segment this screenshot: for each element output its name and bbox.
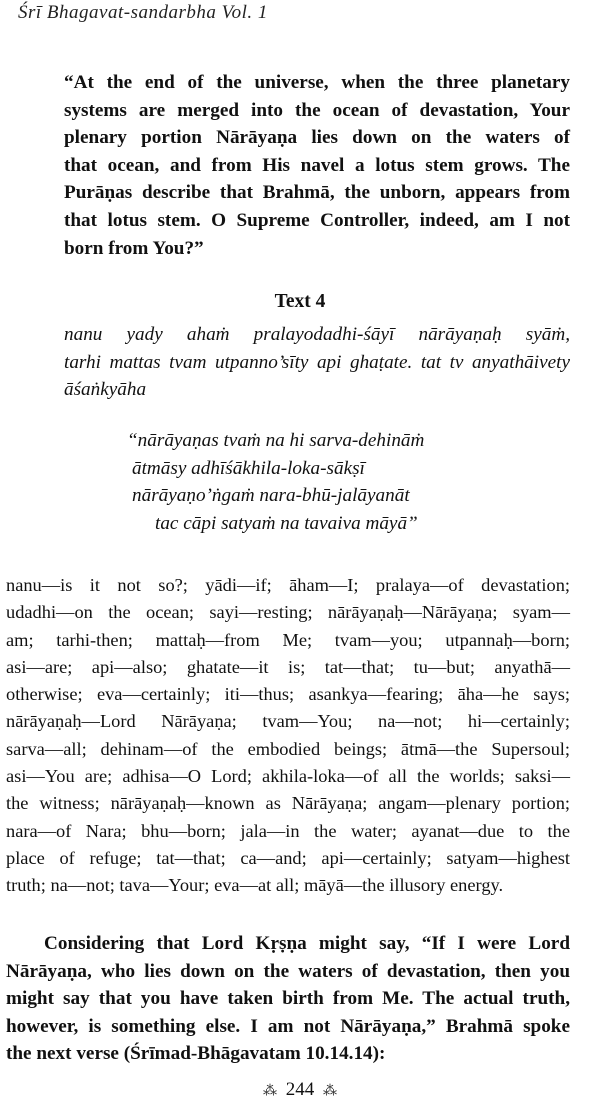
verse-block [0,427,600,537]
synonym-line: asi—You are; adhisa—O Lord; akhila-loka—of all the worlds; saksi— [6,766,570,787]
paragraph-line: that lotus stem. O Supreme Controller, indeed, am I not [64,209,570,231]
synonym-line: otherwise; eva—certainly; iti—thus; asankya—fearing; āha—he says; [6,684,570,705]
paragraph-line: might say that you have taken birth from Me. The actual truth, [6,988,570,1010]
paragraph-line: however, is something else. I am not Nārāyaṇa,” Brahmā spoke [6,1015,570,1037]
synonym-line: udadhi—on the ocean; sayi—resting; nārāyaṇaḥ—Nārāyaṇa; syam— [6,602,570,623]
ornament-left-icon: ⁂ [263,1084,277,1099]
sanskrit-line: āśaṅkyāha [64,379,147,400]
paragraph-line: Nārāyaṇa, who lies down on the waters of devastation, then you [6,960,570,982]
synonym-line: the witness; nārāyaṇaḥ—known as Nārāyaṇa; angam—plenary portion; [6,793,570,814]
commentary-paragraph [6,930,570,1068]
synonym-line: place of refuge; tat—that; ca—and; api—certainly; satyam—highest [6,847,570,868]
sanskrit-line: tarhi mattas tvam utpanno’sīty api ghaṭate. tat tv anyathāivety [64,351,570,373]
running-head: Śrī Bhagavat-sandarbha Vol. 1 [18,2,268,23]
paragraph-line: “At the end of the universe, when the three planetary [64,72,570,93]
verse-line: nārāyaṇo’ṅgaṁ nara-bhū-jalāyanāt [132,485,410,506]
paragraph-line: Purāṇas describe that Brahmā, the unborn, appears from [64,182,570,204]
synonym-line: asi—are; api—also; ghatate—it is; tat—that; tu—but; anyathā— [6,656,570,677]
synonym-line: sarva—all; dehinam—of the embodied beings; ātmā—the Supersoul; [6,738,570,759]
paragraph-line: that ocean, and from His navel a lotus stem grows. The [64,154,570,176]
synonym-line: nārāyaṇaḥ—Lord Nārāyaṇa; tvam—You; na—not; hi—certainly; [6,711,570,732]
synonym-line: am; tarhi-then; mattaḥ—from Me; tvam—you; utpannaḥ—born; [6,629,570,650]
synonym-line: nanu—is it not so?; yādi—if; āham—I; pralaya—of devastation; [6,575,570,595]
verse-line: tac cāpi satyaṁ na tavaiva māyā” [155,512,418,534]
quote-paragraph [64,69,570,262]
page-footer [0,1079,600,1101]
page-number: 244 [285,1079,315,1100]
verse-line: “nārāyaṇas tvaṁ na hi sarva-dehināṁ [127,430,425,451]
sanskrit-line: nanu yady ahaṁ pralayodadhi-śāyī nārāyaṇaḥ syāṁ, [64,324,570,345]
synonyms-paragraph [6,572,570,900]
text-heading: Text 4 [274,291,326,312]
paragraph-line: systems are merged into the ocean of devastation, Your [64,99,570,121]
verse-line: ātmāsy adhīśākhila-loka-sākṣī [132,457,365,479]
paragraph-line: the next verse (Śrīmad-Bhāgavatam 10.14.14): [6,1043,386,1065]
paragraph-line: Considering that Lord Kṛṣṇa might say, “If I were Lord [44,933,570,954]
synonym-line: truth; na—not; tava—Your; eva—at all; māyā—the illusory energy. [6,875,504,896]
synonym-line: nara—of Nara; bhu—born; jala—in the water; ayanat—due to the [6,820,570,841]
paragraph-line: born from You?” [64,237,204,259]
sanskrit-intro [64,321,570,404]
paragraph-line: plenary portion Nārāyaṇa lies down on the waters of [64,127,570,149]
ornament-right-icon: ⁂ [323,1084,337,1099]
